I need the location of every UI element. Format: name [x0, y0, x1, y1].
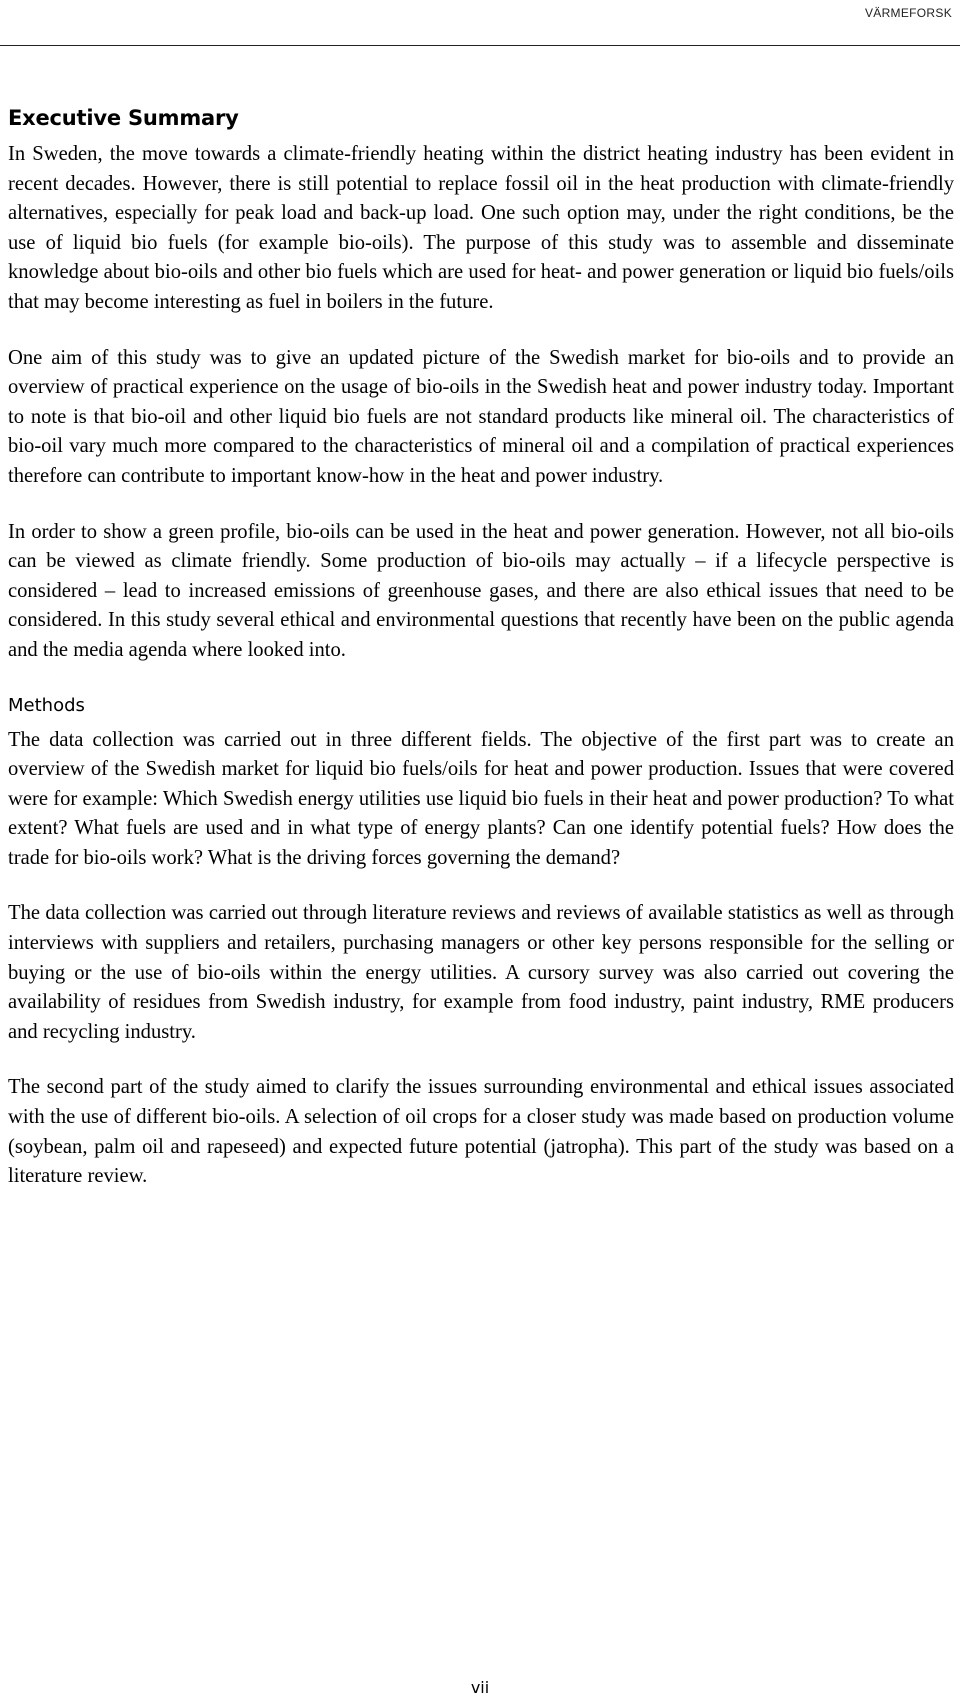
- methods-heading: Methods: [8, 694, 85, 716]
- paragraph-intro: In Sweden, the move towards a climate-friendly heating within the district heating industry has been evident in recent decades. However, there is still potential to replace fossil oil in the heat production with climate-friendly alternatives, especially for peak load and back-up load. One such option may, under the right conditions, be the use of liquid bio fuels (for example bio-oils). The purpose of this study was to assemble and disseminate knowledge about bio-oils and other bio fuels which are used for heat- and power generation or liquid bio fuels/oils that may become interesting as fuel in boilers in the future.: [8, 143, 954, 313]
- header-brand: VÄRMEFORSK: [864, 6, 952, 20]
- paragraph-methods-second-part: The second part of the study aimed to clarify the issues surrounding environmental and ethical issues associated with the use of different bio-oils. A selection of oil crops for a closer study was made based on production volume (soybean, palm oil and rapeseed) and expected future potential (jatropha). This part of the study was based on a literature review.: [8, 1076, 954, 1188]
- section-title: Executive Summary: [8, 106, 239, 130]
- page-number: vii: [470, 1678, 490, 1697]
- paragraph-methods-fields: The data collection was carried out in three different fields. The objective of the first part was to create an overview of the Swedish market for liquid bio fuels/oils for heat and power production. Issues that were covered were for example: Which Swedish energy utilities use liquid bio fuels in their heat and power production? To what extent? What fuels are used and in what type of energy plants? Can one identify potential fuels? How does the trade for bio-oils work? What is the driving forces governing the demand?: [8, 728, 954, 869]
- paragraph-green-profile: In order to show a green profile, bio-oils can be used in the heat and power generation. However, not all bio-oils can be viewed as climate friendly. Some production of bio-oils may actually – if a lifecycle perspective is considered – lead to increased emissions of greenhouse gases, and there are also ethical issues that need to be considered. In this study several ethical and environmental questions that recently have been on the public agenda and the media agenda where looked into.: [8, 520, 954, 661]
- paragraph-aim: One aim of this study was to give an updated picture of the Swedish market for bio-oils and to provide an overview of practical experience on the usage of bio-oils in the Swedish heat and power industry today. Important to note is that bio-oil and other liquid bio fuels are not standard products like mineral oil. The characteristics of bio-oil vary much more compared to the characteristics of mineral oil and a compilation of practical experiences therefore can contribute to important know-how in the heat and power industry.: [8, 346, 954, 487]
- paragraph-methods-collection: The data collection was carried out through literature reviews and reviews of available statistics as well as through interviews with suppliers and retailers, purchasing managers or other key persons responsible for the selling or buying or the use of bio-oils within the energy utilities. A cursory survey was also carried out covering the availability of residues from Swedish industry, for example from food industry, paint industry, RME producers and recycling industry.: [8, 902, 954, 1043]
- header-divider: [0, 45, 960, 46]
- document-body: [8, 104, 954, 1218]
